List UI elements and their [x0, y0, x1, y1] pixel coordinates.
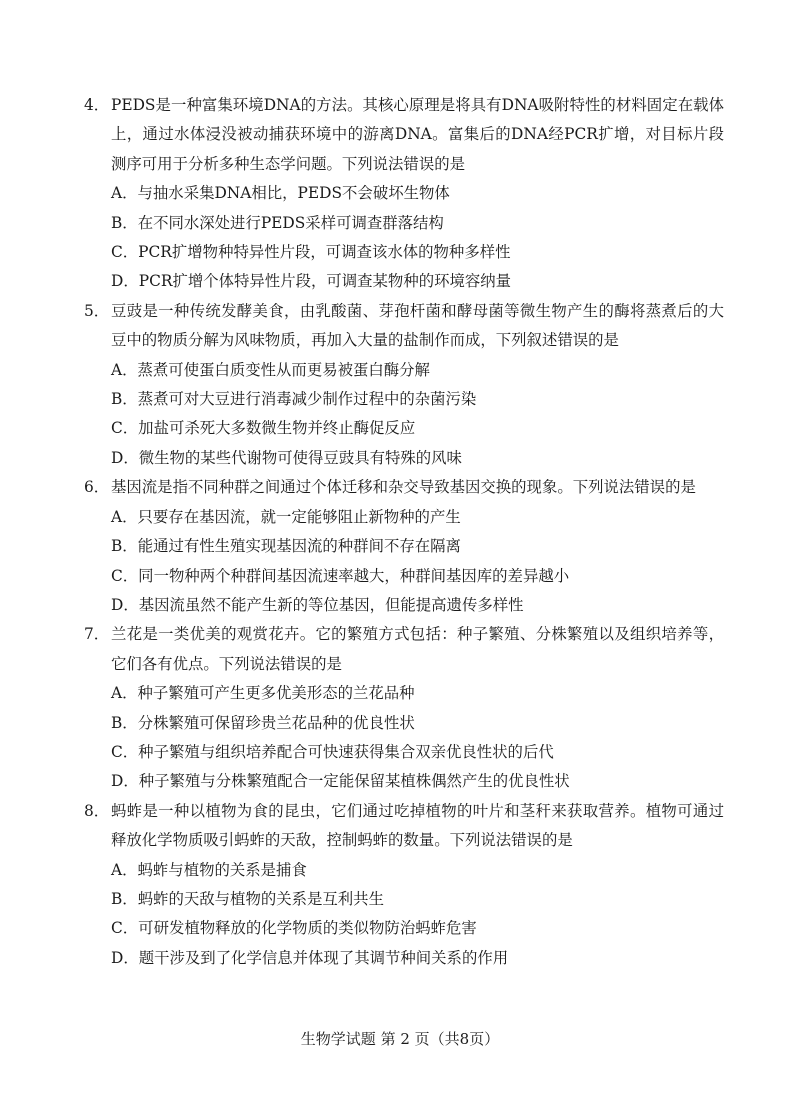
question-stem: [84, 797, 724, 856]
option-text: 种子繁殖与组织培养配合可快速获得集合双亲优良性状的后代: [138, 742, 554, 761]
question-number: 7．: [84, 625, 110, 644]
question-number: 5．: [84, 301, 110, 320]
option-text: 基因流虽然不能产生新的等位基因，但能提高遗传多样性: [138, 595, 524, 614]
option-label: C．: [111, 566, 139, 585]
option-label: A．: [111, 860, 138, 879]
option-text: 微生物的某些代谢物可使得豆豉具有特殊的风味: [138, 448, 462, 467]
question-text: 豆豉是一种传统发酵美食，由乳酸菌、芽孢杆菌和酵母菌等微生物产生的酶将蒸煮后的大豆中的物质分解为风味物质，再加入大量的盐制作而成，下列叙述错误的是: [111, 301, 724, 350]
option-a: [84, 679, 724, 708]
question-number: 4．: [84, 96, 110, 114]
option-text: 加盐可杀死大多数微生物并终止酶促反应: [138, 419, 416, 438]
question-text: PEDS是一种富集环境DNA的方法。其核心原理是将具有DNA吸附特性的材料固定在载体上，通过水体浸没被动捕获环境中的游离DNA。富集后的DNA经PCR扩增，对目标片段测序可用于分析多种生态学问题。下列说法错误的是: [111, 96, 724, 173]
option-d: [84, 591, 724, 620]
option-text: PCR扩增个体特异性片段，可调查某物种的环境容纳量: [138, 272, 512, 291]
option-text: 蚂蚱与植物的关系是捕食: [137, 860, 307, 879]
question-7: [84, 620, 724, 796]
question-stem: [84, 297, 724, 356]
option-c: [84, 914, 724, 943]
option-label: B．: [111, 390, 138, 409]
question-text: 蚂蚱是一种以植物为食的昆虫，它们通过吃掉植物的叶片和茎秆来获取营养。植物可通过释放化学物质吸引蚂蚱的天敌，控制蚂蚱的数量。下列说法错误的是: [111, 801, 724, 850]
option-text: PCR扩增物种特异性片段，可调查该水体的物种多样性: [138, 243, 511, 262]
option-c: [84, 562, 724, 591]
option-d: [84, 444, 724, 473]
option-label: A．: [111, 507, 138, 526]
page-footer: 生物学试题 第 2 页（共8页）: [300, 1030, 500, 1048]
question-text: 基因流是指不同种群之间通过个体迁移和杂交导致基因交换的现象。下列说法错误的是: [111, 478, 696, 497]
option-a: [84, 503, 724, 532]
option-d: [84, 267, 724, 296]
option-b: [84, 385, 724, 414]
option-c: [84, 414, 724, 443]
question-text: 兰花是一类优美的观赏花卉。它的繁殖方式包括：种子繁殖、分株繁殖以及组织培养等，它们各有优点。下列说法错误的是: [111, 625, 724, 673]
question-list: [84, 91, 724, 973]
option-label: D．: [111, 772, 139, 791]
option-text: 分株繁殖可保留珍贵兰花品种的优良性状: [137, 713, 415, 732]
option-b: [84, 532, 724, 561]
question-number: 6．: [84, 478, 110, 497]
option-b: [84, 209, 724, 238]
option-label: A．: [111, 360, 138, 379]
option-label: D．: [111, 595, 139, 614]
option-text: 蚂蚱的天敌与植物的关系是互利共生: [137, 889, 384, 908]
option-label: B．: [111, 889, 138, 908]
question-stem: [84, 473, 724, 502]
option-label: A．: [111, 684, 138, 703]
option-text: 与抽水采集DNA相比，PEDS不会破坏生物体: [137, 184, 450, 203]
option-b: [84, 885, 724, 914]
option-c: [84, 738, 724, 767]
question-6: [84, 473, 724, 620]
option-a: [84, 179, 724, 208]
question-4: [84, 91, 724, 297]
option-c: [84, 238, 724, 267]
option-text: 只要存在基因流，就一定能够阻止新物种的产生: [137, 507, 461, 526]
option-text: 能通过有性生殖实现基因流的种群间不存在隔离: [137, 537, 461, 556]
option-text: 种子繁殖可产生更多优美形态的兰花品种: [137, 684, 415, 703]
option-text: 同一物种两个种群间基因流速率越大，种群间基因库的差异越小: [138, 566, 570, 585]
option-label: D．: [111, 948, 139, 967]
option-text: 蒸煮可对大豆进行消毒减少制作过程中的杂菌污染: [137, 390, 477, 409]
option-label: A．: [111, 184, 138, 203]
option-text: 种子繁殖与分株繁殖配合一定能保留某植株偶然产生的优良性状: [138, 772, 570, 791]
option-d: [84, 944, 724, 973]
question-5: [84, 297, 724, 473]
option-a: [84, 856, 724, 885]
question-number: 8．: [84, 801, 110, 820]
question-8: [84, 797, 724, 973]
question-stem: [84, 620, 724, 679]
option-d: [84, 767, 724, 796]
question-stem: [84, 91, 724, 179]
option-label: B．: [111, 537, 138, 556]
option-label: D．: [111, 272, 139, 291]
option-label: B．: [111, 213, 138, 232]
option-label: C．: [111, 419, 139, 438]
option-b: [84, 709, 724, 738]
option-text: 在不同水深处进行PEDS采样可调查群落结构: [137, 213, 444, 232]
option-label: C．: [111, 742, 139, 761]
option-text: 蒸煮可使蛋白质变性从而更易被蛋白酶分解: [137, 360, 430, 379]
option-label: D．: [111, 448, 139, 467]
option-text: 可研发植物释放的化学物质的类似物防治蚂蚱危害: [138, 919, 477, 938]
option-a: [84, 356, 724, 385]
option-label: C．: [111, 243, 139, 262]
option-label: B．: [111, 713, 138, 732]
option-label: C．: [111, 919, 139, 938]
option-text: 题干涉及到了化学信息并体现了其调节种间关系的作用: [138, 948, 509, 967]
